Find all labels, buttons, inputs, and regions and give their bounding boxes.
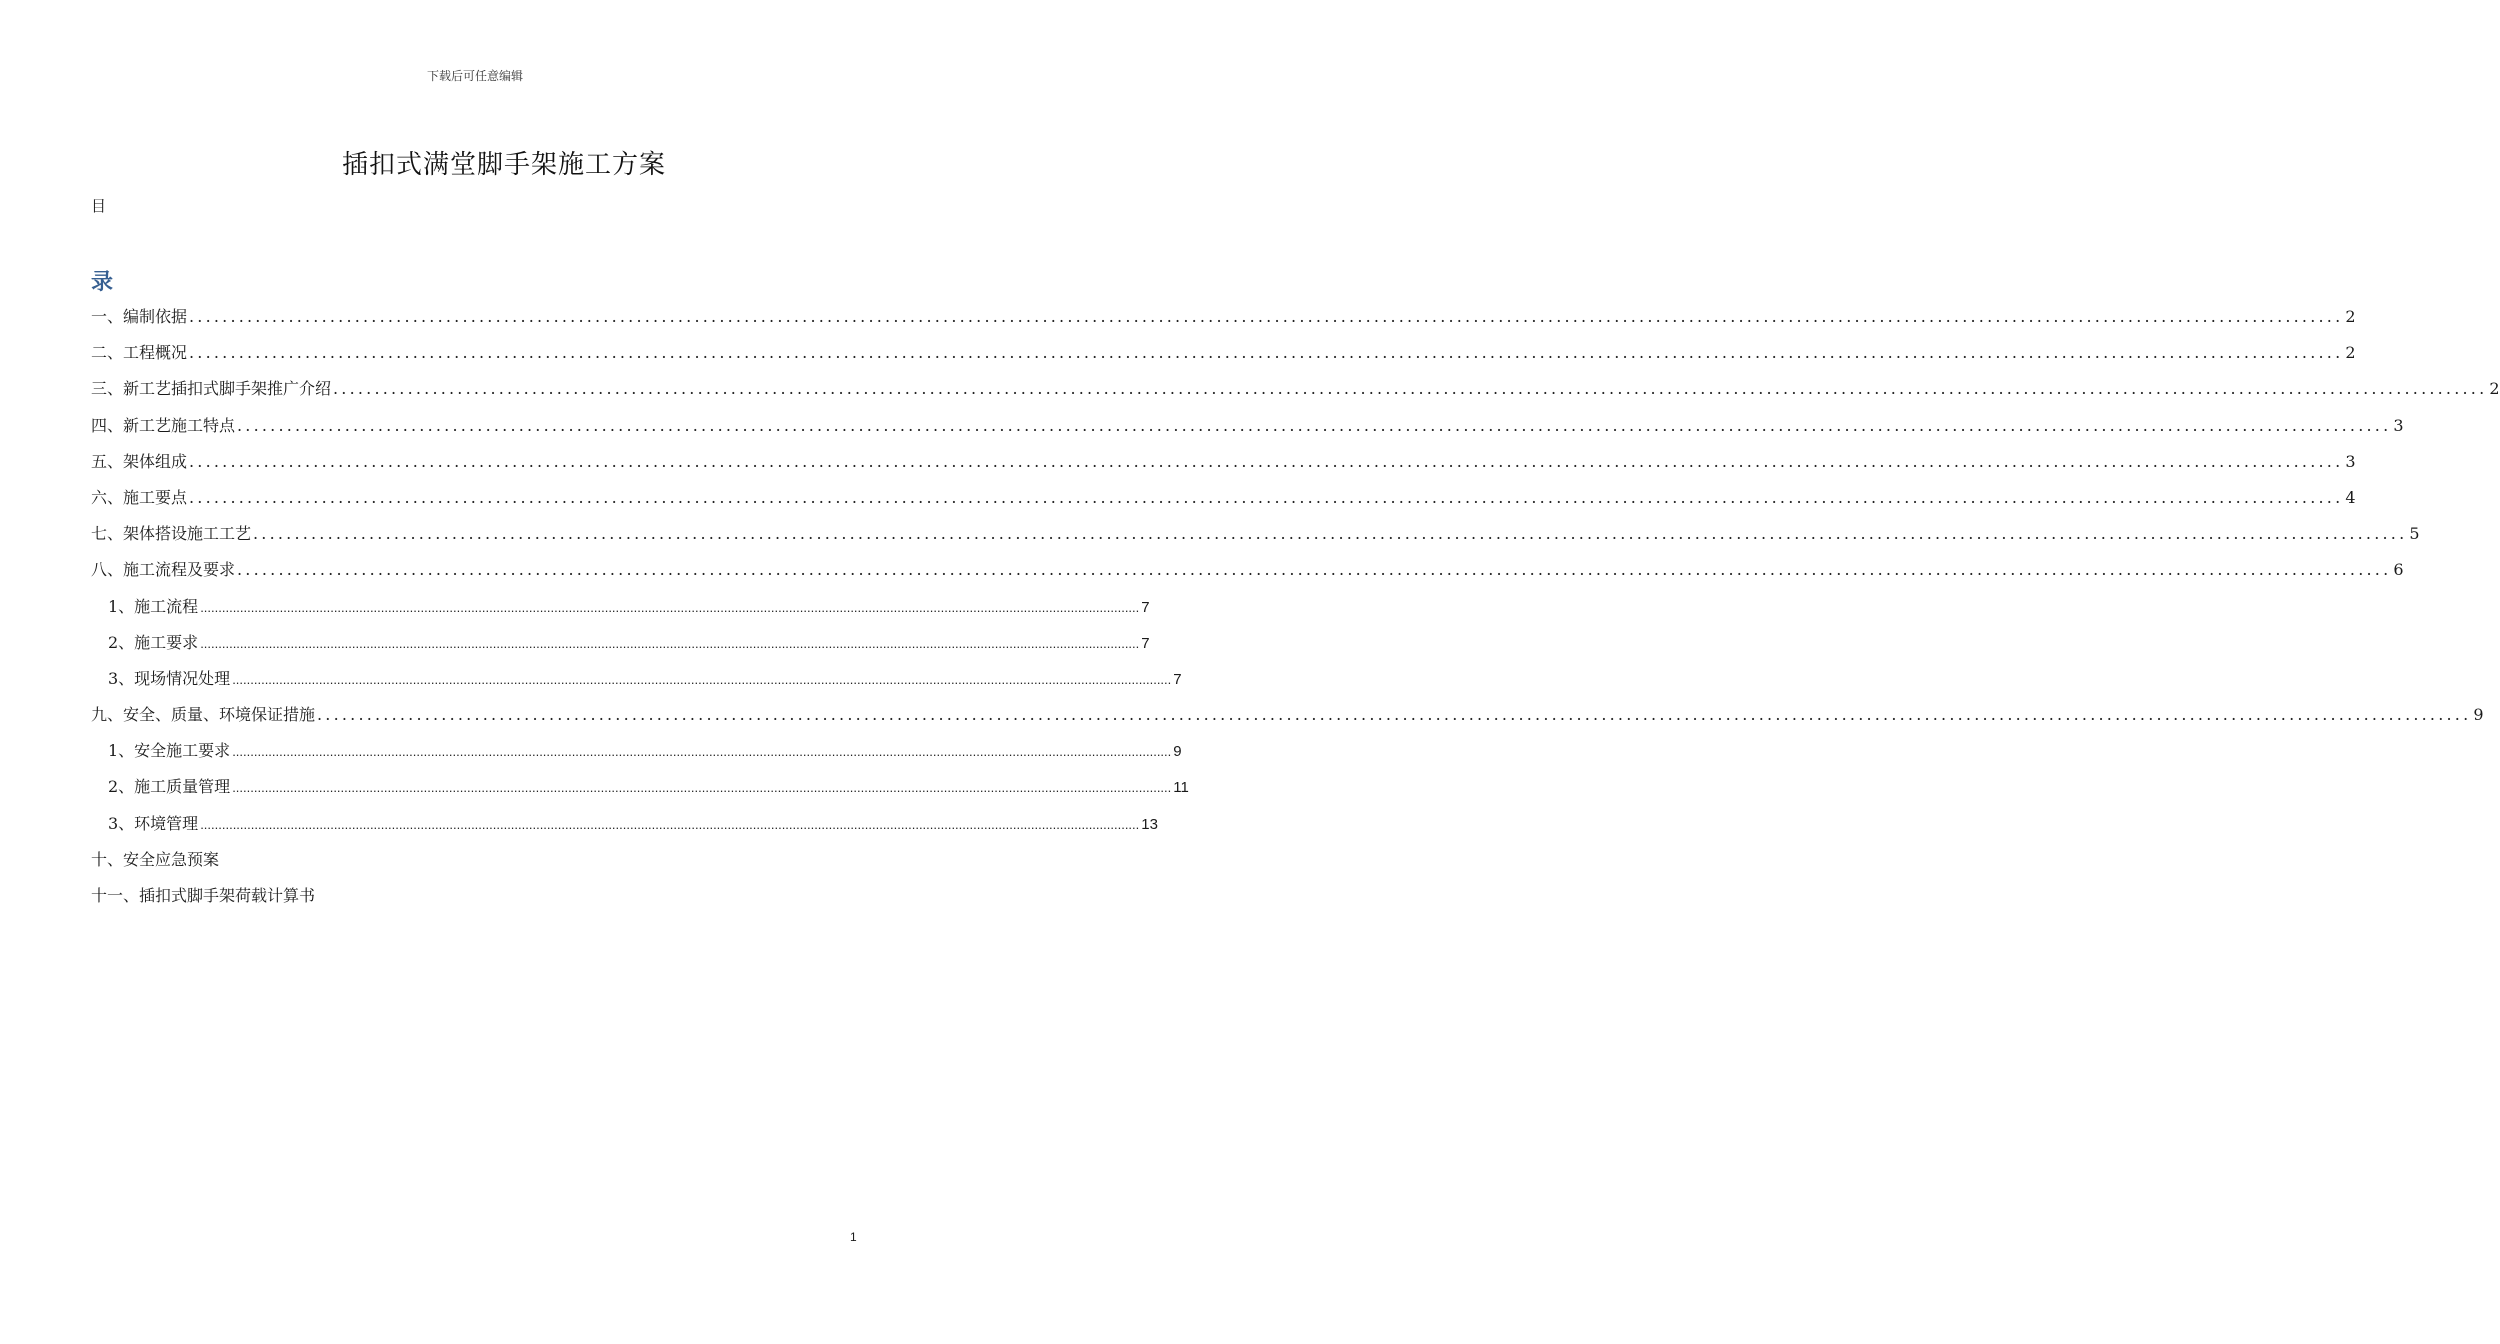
- toc-entry-page: 6: [2393, 560, 2404, 580]
- toc-entry-page: 2: [2345, 343, 2356, 363]
- toc-entry-label: 八、施工流程及要求: [91, 560, 236, 580]
- document-title: 插扣式满堂脚手架施工方案: [341, 150, 666, 180]
- toc-entry-label: 十、安全应急预案: [91, 849, 220, 869]
- toc-entry-page: 2: [2489, 379, 2500, 399]
- toc-subentry[interactable]: [91, 811, 1158, 847]
- dot-leader: ....................................................................................................................................................................................................................................................................: [200, 816, 1140, 832]
- toc-entry-label: 六、施工要点: [91, 487, 188, 507]
- toc-subentry[interactable]: [91, 738, 1182, 774]
- toc-entry-label: 一、编制依据: [91, 307, 188, 326]
- toc-entry-label: 2、施工质量管理: [108, 777, 231, 797]
- toc-entry[interactable]: [91, 340, 2356, 376]
- toc-entry-page: 3: [2393, 415, 2404, 435]
- dot-leader: ....................................................................................................................................................................................................................................................................: [232, 780, 1172, 796]
- toc-entry[interactable]: [91, 485, 2356, 521]
- toc-entry-page: 7: [1173, 670, 1182, 688]
- toc-entry-label: 1、安全施工要求: [108, 741, 231, 761]
- dot-leader: ....................................................................................................................................................................................................................................................................: [200, 635, 1140, 651]
- toc-heading-part1: 目: [91, 197, 107, 215]
- toc-entry-label: 五、架体组成: [91, 451, 188, 471]
- dot-leader: ....................................................................................................................................................................................................................................................................: [189, 343, 2344, 363]
- toc-entry-page: 9: [1173, 743, 1182, 761]
- toc-entry-label: 1、施工流程: [108, 596, 199, 616]
- toc-subentry[interactable]: [91, 666, 1182, 702]
- dot-leader: ....................................................................................................................................................................................................................................................................: [237, 415, 2392, 435]
- dot-leader: ....................................................................................................................................................................................................................................................................: [317, 705, 2472, 725]
- toc-heading-part2: 录: [91, 269, 114, 295]
- toc-entry[interactable]: [91, 521, 2420, 557]
- toc-entry-page: 3: [2345, 451, 2356, 471]
- toc-entry-label: 三、新工艺插扣式脚手架推广介绍: [91, 379, 332, 399]
- toc-entry-label: 3、环境管理: [108, 813, 199, 833]
- toc-entry-page: 13: [1141, 815, 1158, 833]
- toc-entry-page: 5: [2409, 524, 2420, 544]
- toc-entry-label: 3、现场情况处理: [108, 668, 231, 688]
- toc-entry-label: 十一、插扣式脚手架荷载计算书: [91, 886, 316, 905]
- dot-leader: ....................................................................................................................................................................................................................................................................: [253, 524, 2408, 544]
- dot-leader: ....................................................................................................................................................................................................................................................................: [189, 451, 2344, 471]
- table-of-contents: [91, 304, 2500, 919]
- toc-entry-page: 11: [1173, 779, 1189, 797]
- toc-entry[interactable]: [91, 304, 2356, 340]
- dot-leader: ....................................................................................................................................................................................................................................................................: [232, 671, 1172, 687]
- toc-subentry[interactable]: [91, 594, 1150, 630]
- toc-entry-label: 2、施工要求: [108, 632, 199, 652]
- toc-entry-label: 四、新工艺施工特点: [91, 415, 236, 435]
- dot-leader: ....................................................................................................................................................................................................................................................................: [232, 744, 1172, 760]
- dot-leader: ....................................................................................................................................................................................................................................................................: [333, 379, 2488, 399]
- toc-entry[interactable]: [91, 413, 2404, 449]
- dot-leader: ....................................................................................................................................................................................................................................................................: [200, 599, 1140, 615]
- toc-entry-label: 二、工程概况: [91, 343, 188, 363]
- toc-subentry[interactable]: [91, 774, 1189, 810]
- header-note: 下载后可任意编辑: [426, 69, 523, 83]
- toc-entry-page: 7: [1141, 598, 1150, 616]
- toc-entry[interactable]: [91, 847, 859, 883]
- dot-leader: ....................................................................................................................................................................................................................................................................: [189, 487, 2344, 507]
- dot-leader: ....................................................................................................................................................................................................................................................................: [237, 560, 2392, 580]
- toc-entry[interactable]: [91, 449, 2356, 485]
- toc-entry-page: 9: [2473, 705, 2484, 725]
- toc-entry-label: 七、架体搭设施工工艺: [91, 524, 252, 544]
- toc-entry[interactable]: [91, 376, 2500, 412]
- toc-entry-page: 7: [1141, 634, 1150, 652]
- page-number: 1: [850, 1230, 857, 1244]
- toc-entry-page: 2: [2345, 307, 2356, 326]
- toc-entry[interactable]: [91, 557, 2404, 593]
- dot-leader: ....................................................................................................................................................................................................................................................................: [189, 307, 2344, 326]
- toc-subentry[interactable]: [91, 630, 1150, 666]
- toc-entry[interactable]: [91, 883, 859, 919]
- toc-entry-label: 九、安全、质量、环境保证措施: [91, 705, 316, 725]
- toc-entry[interactable]: [91, 702, 2484, 738]
- toc-entry-page: 4: [2345, 487, 2356, 507]
